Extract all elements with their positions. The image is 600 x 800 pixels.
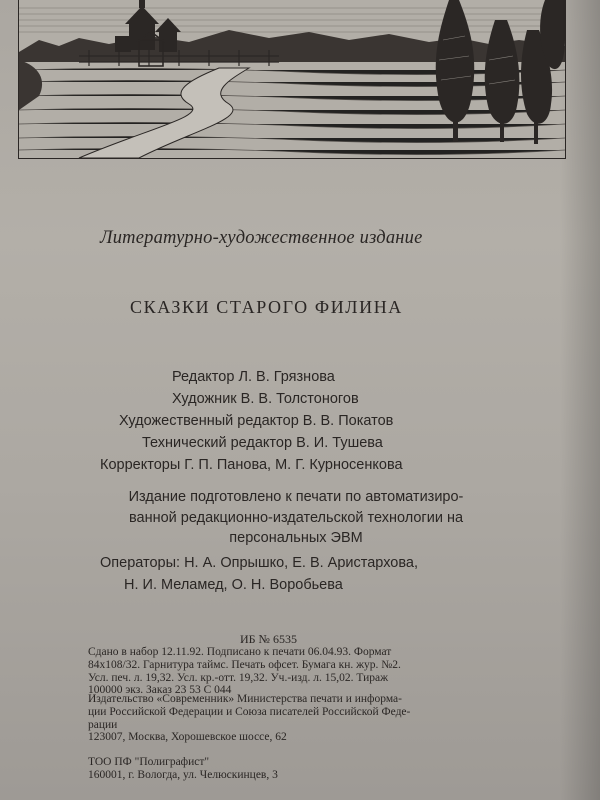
book-title: СКАЗКИ СТАРОГО ФИЛИНА bbox=[130, 297, 403, 317]
print-detail-line: Сдано в набор 12.11.92. Подписано к печати 06.04.93. Формат bbox=[88, 646, 392, 658]
preparation-line: персональных ЭВМ bbox=[229, 530, 363, 546]
operators-line: Н. И. Меламед, О. Н. Воробьева bbox=[124, 577, 343, 593]
preparation-line: Издание подготовлено к печати по автоматизиро- bbox=[128, 489, 464, 505]
publisher-line: Издательство «Современник» Министерства печати и информа- bbox=[88, 693, 402, 705]
printer-info bbox=[88, 756, 518, 782]
printer-line: 160001, г. Вологда, ул. Челюскинцев, 3 bbox=[88, 768, 278, 781]
publisher-line: ции Российской Федерации и Союза писателей Российской Феде- bbox=[88, 705, 411, 718]
landscape-illustration bbox=[18, 0, 566, 159]
credit-line-tech-editor: Технический редактор В. И. Тушева bbox=[142, 435, 383, 451]
print-detail-line: 84x108/32. Гарнитура таймс. Печать офсет. Бумага кн. жур. №2. bbox=[88, 658, 401, 671]
print-detail-line: Усл. печ. л. 19,32. Усл. кр.-отт. 19,32. Уч.-изд. л. 15,02. Тираж bbox=[88, 671, 389, 684]
printer-line: ТОО ПФ "Полиграфист" bbox=[88, 756, 210, 768]
print-detail-line: 100000 экз. Заказ 23 53 С 044 bbox=[88, 684, 232, 697]
preparation-note bbox=[96, 487, 496, 549]
page-shadow bbox=[560, 0, 600, 800]
credit-line-proofreaders: Корректоры Г. П. Панова, М. Г. Курносенкова bbox=[100, 457, 403, 473]
publisher-info bbox=[88, 693, 518, 744]
preparation-line: ванной редакционно-издательской технологии на bbox=[128, 509, 464, 526]
operators-line: Операторы: Н. А. Опрышко, Е. В. Аристархова, bbox=[100, 555, 418, 571]
edition-type: Литературно-художественное издание bbox=[100, 228, 423, 248]
credit-line-editor: Редактор Л. В. Грязнова bbox=[172, 369, 335, 385]
publisher-line: 123007, Москва, Хорошевское шоссе, 62 bbox=[88, 731, 287, 744]
print-details bbox=[88, 646, 518, 697]
credit-line-art-editor: Художественный редактор В. В. Покатов bbox=[119, 413, 394, 429]
credit-line-artist: Художник В. В. Толстоногов bbox=[172, 391, 359, 407]
publisher-line: рации bbox=[88, 718, 118, 731]
ib-number: ИБ № 6535 bbox=[240, 632, 298, 646]
